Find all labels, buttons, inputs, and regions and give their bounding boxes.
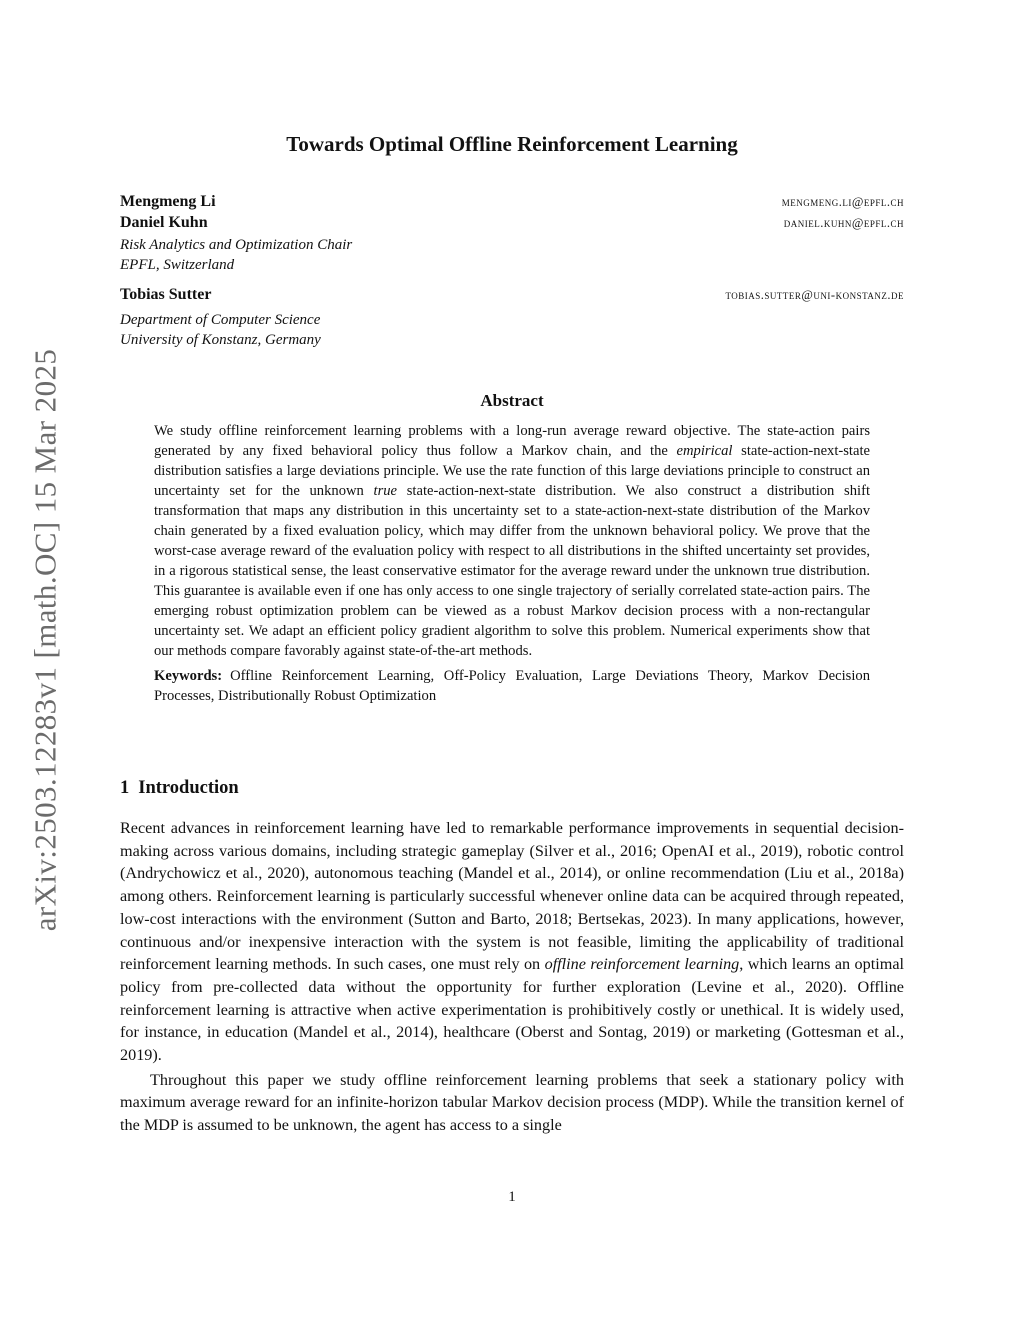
section-number: 1 xyxy=(120,778,130,798)
keywords-label: Keywords: xyxy=(154,668,223,684)
author-name: Daniel Kuhn xyxy=(120,214,208,231)
paper-title: Towards Optimal Offline Reinforcement Learning xyxy=(286,132,738,156)
body-text: , which learns an optimal policy from pre-collected data without the opportunity for further exploration (Levine et al., 2020). Offline reinforcement learning is attractive when active experimentation is prohibitively costly or unethical. It is widely used, for instance, in education (Mandel et al., 2014), healthcare (Oberst and Sontag, 2019) or marketing (Gottesman et al., 2019). xyxy=(120,955,904,1065)
arxiv-stamp xyxy=(14,320,76,960)
body-text: Recent advances in reinforcement learning have led to remarkable performance improvements in sequential decision-making across various domains, including strategic gameplay (Silver et al., 2016; OpenAI et al., 2019), robotic control (Andrychowicz et al., 2020), autonomous teaching (Mandel et al., 2014), or online recommendation (Liu et al., 2018a) among others. Reinforcement learning is particularly successful whenever online data can be acquired through repeated, low-cost interactions with the environment (Sutton and Barto, 2018; Bertsekas, 2023). In many applications, however, continuous and/or inexpensive interaction with the system is not feasible, limiting the applicability of traditional reinforcement learning methods. In such cases, one must rely on xyxy=(120,819,904,974)
abstract-heading: Abstract xyxy=(480,391,544,410)
affiliation-line: EPFL, Switzerland xyxy=(120,257,235,273)
section-heading xyxy=(120,778,239,799)
author-email: tobias.sutter@uni-konstanz.de xyxy=(725,288,904,302)
abstract-emphasis: true xyxy=(373,483,398,499)
author-email: daniel.kuhn@epfl.ch xyxy=(783,216,904,230)
arxiv-stamp-text: arXiv:2503.12283v1 [math.OC] 15 Mar 2025 xyxy=(27,348,63,932)
keywords xyxy=(154,666,870,706)
body-emphasis: offline reinforcement learning xyxy=(544,955,740,974)
author-group-1 xyxy=(120,193,904,275)
abstract-text: state-action-next-state distribution. We also construct a distribution shift transformation that maps any distribution in this uncertainty set to a state-action-next-state distribution of the Markov chain generated by a fixed evaluation policy, which may differ from the unknown behavioral policy. We prove that the worst-case average reward of the evaluation policy with respect to all distributions in the shifted uncertainty set provides, in a rigorous statistical sense, the least conservative estimator for the average reward under the unknown true distribution. This guarantee is available even if one has only access to one single trajectory of serially correlated state-action pairs. The emerging robust optimization problem can be viewed as a robust Markov decision process with a non-rectangular uncertainty set. We adapt an efficient policy gradient algorithm to solve this problem. Numerical experiments show that our methods compare favorably against state-of-the-art methods. xyxy=(154,483,870,659)
author-group-2 xyxy=(120,286,904,350)
author-row xyxy=(120,214,904,235)
author-name: Tobias Sutter xyxy=(120,286,212,303)
body-paragraph xyxy=(120,817,904,1067)
abstract-text: We study offline reinforcement learning problems with a long-run average reward objective. The state-action pairs generated by any fixed behavioral policy thus follow a Markov chain, and the xyxy=(154,423,870,459)
affiliation-line: University of Konstanz, Germany xyxy=(120,332,321,348)
author-email: mengmeng.li@epfl.ch xyxy=(781,195,904,209)
abstract-body xyxy=(154,421,870,706)
introduction-body xyxy=(120,817,904,1137)
body-paragraph: Throughout this paper we study offline reinforcement learning problems that seek a stationary policy with maximum average reward for an infinite-horizon tabular Markov decision process (MDP). While the transition kernel of the MDP is assumed to be unknown, the agent has access to a single xyxy=(120,1070,904,1135)
affiliation-line: Risk Analytics and Optimization Chair xyxy=(120,237,353,253)
abstract-paragraph xyxy=(154,421,870,661)
affiliation-line: Department of Computer Science xyxy=(120,312,321,328)
page-number: 1 xyxy=(508,1189,516,1205)
section-title: Introduction xyxy=(138,778,239,798)
author-row xyxy=(120,193,904,214)
abstract-text: state-action-next-state distribution satisfies a large deviations principle. We use the rate function of this large deviations principle to construct an uncertainty set for the unknown xyxy=(154,443,870,499)
author-row xyxy=(120,286,904,307)
abstract-emphasis: empirical xyxy=(676,443,733,459)
keywords-list: Offline Reinforcement Learning, Off-Policy Evaluation, Large Deviations Theory, Markov Decision Processes, Distributionally Robust Optimization xyxy=(154,668,870,704)
author-name: Mengmeng Li xyxy=(120,193,216,210)
